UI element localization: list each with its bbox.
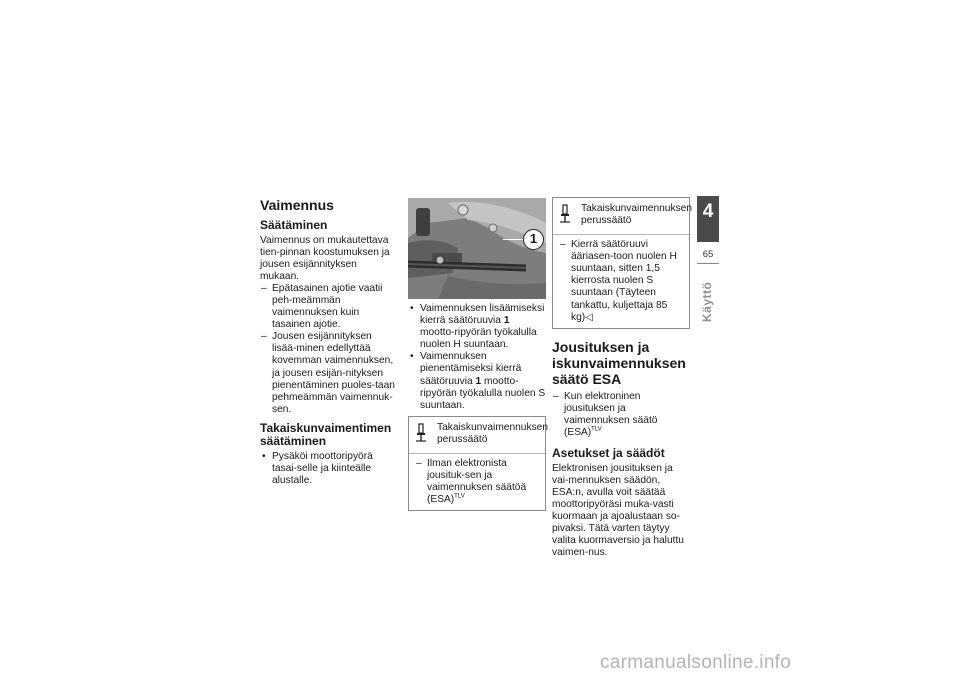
- dash-esa-condition: – Kun elektroninen jousituksen ja vaimennuksen säätö (ESA)$^{TLV}$: [552, 391, 690, 439]
- basic-setting-box: [408, 416, 546, 511]
- wrench-tool-icon: [415, 422, 429, 447]
- bullet-decrease-damping: • Vaimennuksen pienentämiseksi kierrä säätöruuvia 1 mootto-ripyörän työkalulla nuolen S suuntaan.: [408, 351, 546, 411]
- intro-paragraph: Vaimennus on mukautettava tien-pinnan koostumuksen ja jousen esijännityksen mukaan.: [260, 234, 390, 282]
- heading-settings: Asetukset ja säädöt: [552, 446, 665, 461]
- dash-item-uneven-road: – Epätasainen ajotie vaatii peh-meämmän vaimennuksen kuin tasainen ajotie.: [260, 283, 396, 331]
- dash-item-preload: – Jousen esijännityksen lisää-minen edellyttää kovemman vaimennuksen, ja jousen esijän-nityksen pienentäminen puoles-taan pehmeämmän vaimennuk-sen.: [260, 331, 396, 416]
- chapter-label: Käyttö: [700, 281, 714, 322]
- damper-adjuster-photo: [408, 198, 546, 299]
- box-dash-without-esa: – Ilman elektronista jousituk-sen ja vaimennuksen säätöä (ESA)$^{TLV}$: [415, 458, 539, 506]
- heading-esa: Jousituksen ja iskunvaimennuksen säätö ESA: [552, 338, 686, 387]
- chapter-number: 4: [702, 201, 714, 222]
- page-number: 65: [702, 249, 714, 260]
- basic-setting-box-right: [552, 197, 690, 329]
- box-dash-turn-screw: – Kierrä säätöruuvi ääriasen-toon nuolen H suuntaan, sitten 1,5 kierrosta nuolen S suuntaan (Täyteen tankattu, kuljettaja 85 kg)◁: [559, 239, 683, 324]
- callout-1: 1: [523, 229, 544, 250]
- callout-leader-line: [503, 239, 523, 240]
- wrench-tool-icon: [559, 203, 573, 228]
- subheading-rear-shock: Takaiskunvaimentimen säätäminen: [260, 420, 392, 449]
- esa-paragraph: Elektronisen jousituksen ja vai-mennuksen säädön, ESA:n, avulla voit säätää moottoripyöräsi muka-vasti kuormaan ja ajoalustaan so-pivaksi. Tätä varten täytyy valita kuormaversio ja haluttu vaimen-nus.: [552, 462, 684, 559]
- bullet-park: • Pysäköi moottoripyörä tasai-selle ja kiinteälle alustalle.: [260, 451, 396, 487]
- bullet-increase-damping: • Vaimennuksen lisäämiseksi kierrä säätöruuvia 1 mootto-ripyörän työkalulla nuolen H suuntaan.: [408, 303, 546, 351]
- section-title: Vaimennus: [260, 197, 334, 213]
- chapter-tab: [697, 196, 719, 242]
- box-title: Takaiskunvaimennuksen perussäätö: [437, 421, 548, 445]
- box-title: Takaiskunvaimennuksen perussäätö: [581, 203, 692, 227]
- photo-illustration: [408, 198, 546, 299]
- subheading-adjusting: Säätäminen: [260, 218, 328, 232]
- middle-column: [408, 303, 546, 511]
- watermark: carmanualsonline.info: [600, 652, 792, 673]
- left-column: [260, 197, 396, 487]
- right-column: [552, 197, 690, 559]
